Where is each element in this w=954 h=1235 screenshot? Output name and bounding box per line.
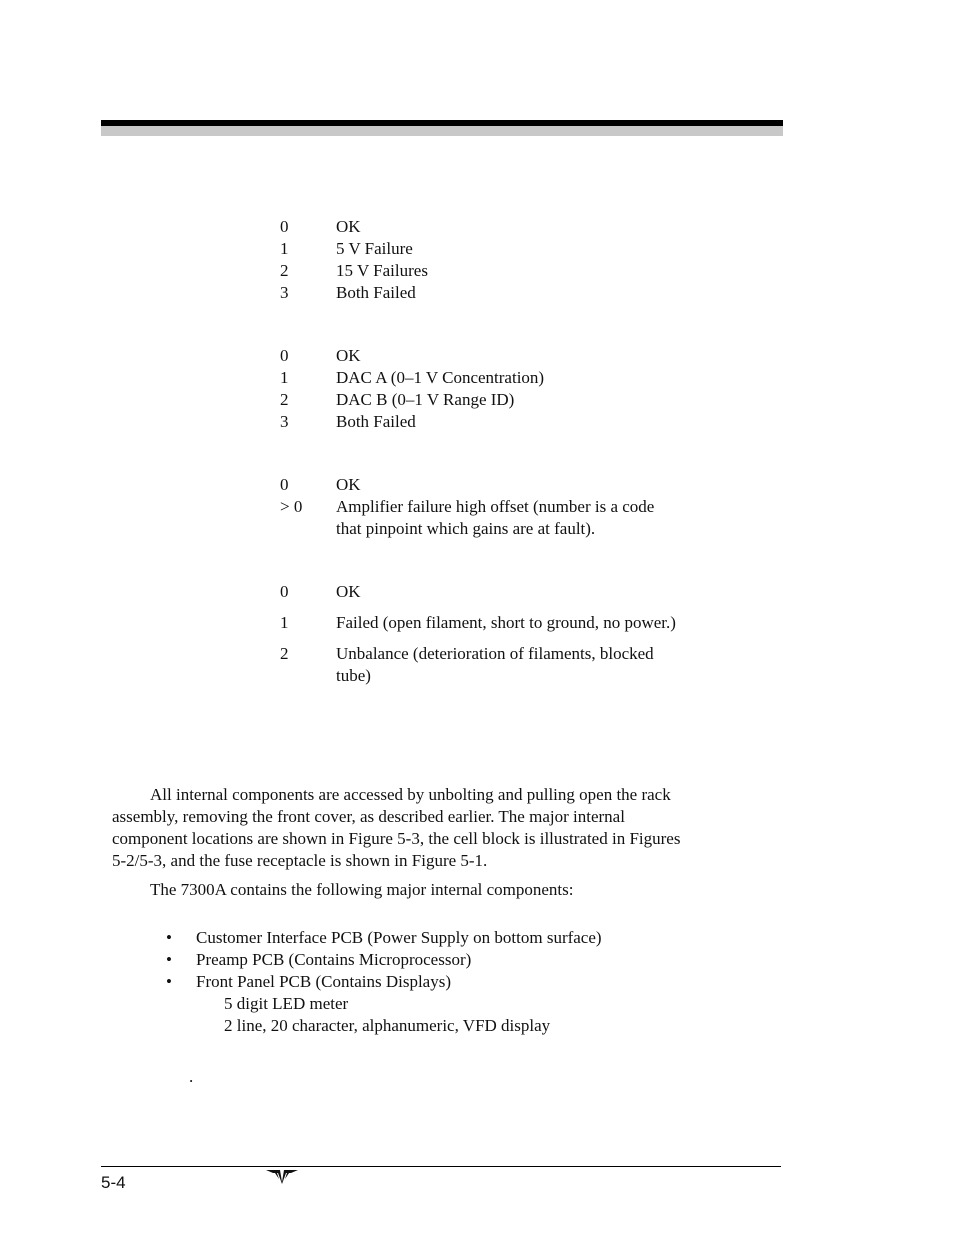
footer-rule — [101, 1166, 781, 1167]
page-number: 5-4 — [101, 1173, 126, 1192]
amplifier-code-list — [280, 474, 700, 540]
bullet-icon: • — [166, 972, 172, 991]
power-supply-code-list — [280, 216, 700, 304]
code-row — [280, 612, 700, 634]
code-description: Amplifier failure high offset (number is a code that pinpoint which gains are at fault). — [336, 497, 655, 538]
code-row — [280, 389, 700, 411]
code-description: Both Failed — [336, 412, 416, 431]
list-item — [166, 927, 726, 949]
code-value: > 0 — [280, 497, 303, 516]
code-row — [280, 474, 700, 496]
code-description: Unbalance (deterioration of filaments, blocked tube) — [336, 644, 654, 685]
code-description: 15 V Failures — [336, 261, 428, 280]
code-value: 0 — [280, 346, 289, 365]
bullet-icon: • — [166, 950, 172, 969]
list-item — [166, 971, 726, 993]
code-description: Both Failed — [336, 283, 416, 302]
code-row — [280, 345, 700, 367]
code-value: 0 — [280, 582, 289, 601]
teledyne-logo-icon — [264, 1168, 300, 1184]
code-row — [280, 282, 700, 304]
code-row — [280, 260, 700, 282]
list-item-text: Front Panel PCB (Contains Displays) — [196, 972, 452, 991]
code-description: OK — [336, 475, 361, 494]
code-row — [280, 581, 700, 603]
code-row — [280, 496, 700, 540]
code-description: Failed (open filament, short to ground, no power.) — [336, 613, 676, 632]
body-paragraph: The 7300A contains the following major internal components: — [150, 880, 574, 899]
code-row — [280, 643, 700, 687]
code-description: 5 V Failure — [336, 239, 413, 258]
dac-code-list — [280, 345, 700, 433]
code-value: 1 — [280, 239, 289, 258]
code-description: DAC A (0–1 V Concentration) — [336, 368, 545, 387]
code-value: 3 — [280, 412, 289, 431]
code-description: OK — [336, 582, 361, 601]
code-row — [280, 238, 700, 260]
code-description: OK — [336, 217, 361, 236]
bullet-icon: • — [166, 928, 172, 947]
code-row — [280, 216, 700, 238]
body-paragraph: All internal components are accessed by unbolting and pulling open the rack assembly, removing the front cover, as described earlier. The major internal component locations are shown in Figure 5-3, the cell block is illustrated in Figures 5-2/5-3, and the fuse receptacle is shown in Figure 5-1. — [112, 785, 681, 870]
stray-mark: . — [189, 1067, 194, 1086]
code-description: OK — [336, 346, 361, 365]
code-row — [280, 367, 700, 389]
code-row — [280, 411, 700, 433]
component-list — [166, 927, 726, 1037]
code-description: DAC B (0–1 V Range ID) — [336, 390, 515, 409]
code-value: 3 — [280, 283, 289, 302]
sub-list-item: 5 digit LED meter — [224, 994, 349, 1013]
code-value: 1 — [280, 613, 289, 632]
detector-code-list — [280, 581, 700, 687]
code-value: 2 — [280, 644, 289, 663]
header-rule-gray — [101, 126, 783, 136]
code-value: 0 — [280, 217, 289, 236]
list-item — [166, 949, 726, 971]
sub-list-item: 2 line, 20 character, alphanumeric, VFD display — [224, 1016, 551, 1035]
code-value: 2 — [280, 261, 289, 280]
list-item-text: Customer Interface PCB (Power Supply on bottom surface) — [196, 928, 602, 947]
code-value: 0 — [280, 475, 289, 494]
code-value: 2 — [280, 390, 289, 409]
list-item-text: Preamp PCB (Contains Microprocessor) — [196, 950, 472, 969]
code-value: 1 — [280, 368, 289, 387]
